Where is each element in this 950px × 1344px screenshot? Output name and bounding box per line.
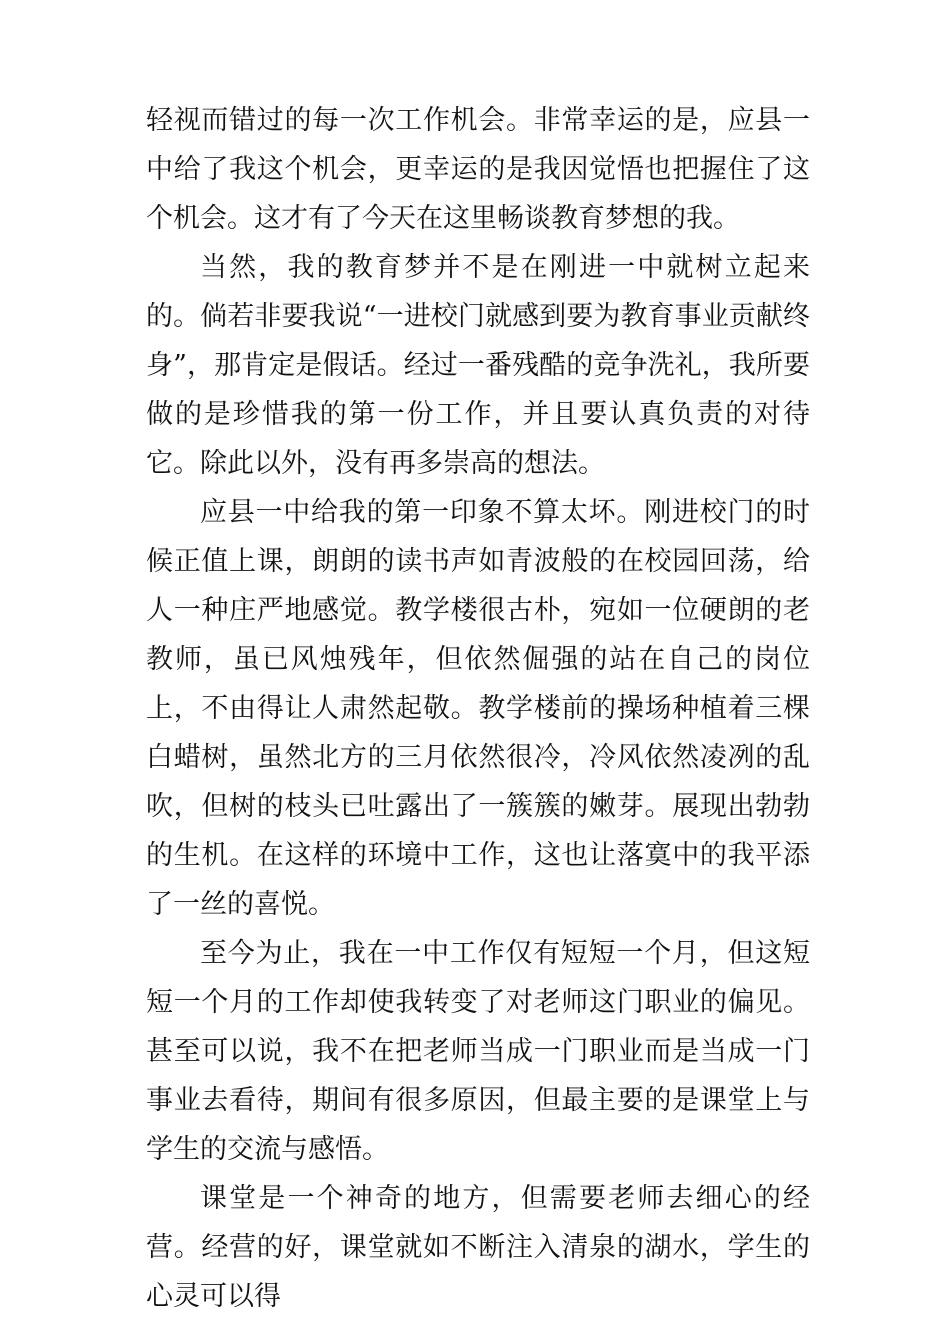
document-body bbox=[146, 96, 810, 1321]
paragraph: 课堂是一个神奇的地方，但需要老师去细心的经营。经营的好，课堂就如不断注入清泉的湖水，学生的心灵可以得 bbox=[146, 1183, 810, 1312]
paragraph: 应县一中给我的第一印象不算太坏。刚进校门的时候正值上课，朗朗的读书声如青波般的在校园回荡，给人一种庄严地感觉。教学楼很古朴，宛如一位硬朗的老教师，虽已风烛残年，但依然倔强的站在自己的岗位上，不由得让人肃然起敬。教学楼前的操场种植着三棵白蜡树，虽然北方的三月依然很冷，冷风依然凌冽的乱吹，但树的枝头已吐露出了一簇簇的嫩芽。展现出勃勃的生机。在这样的环境中工作，这也让落寞中的我平添了一丝的喜悦。 bbox=[146, 497, 810, 920]
paragraph: 轻视而错过的每一次工作机会。非常幸运的是，应县一中给了我这个机会，更幸运的是我因觉悟也把握住了这个机会。这才有了今天在这里畅谈教育梦想的我。 bbox=[146, 105, 810, 234]
paragraph: 当然，我的教育梦并不是在刚进一中就树立起来的。倘若非要我说“一进校门就感到要为教育事业贡献终身”，那肯定是假话。经过一番残酷的竞争洗礼，我所要做的是珍惜我的第一份工作，并且要认真负责的对待它。除此以外，没有再多崇高的想法。 bbox=[146, 252, 810, 479]
paragraph: 至今为止，我在一中工作仅有短短一个月，但这短短一个月的工作却使我转变了对老师这门职业的偏见。甚至可以说，我不在把老师当成一门职业而是当成一门事业去看待，期间有很多原因，但最主要的是课堂上与学生的交流与感悟。 bbox=[146, 938, 810, 1165]
